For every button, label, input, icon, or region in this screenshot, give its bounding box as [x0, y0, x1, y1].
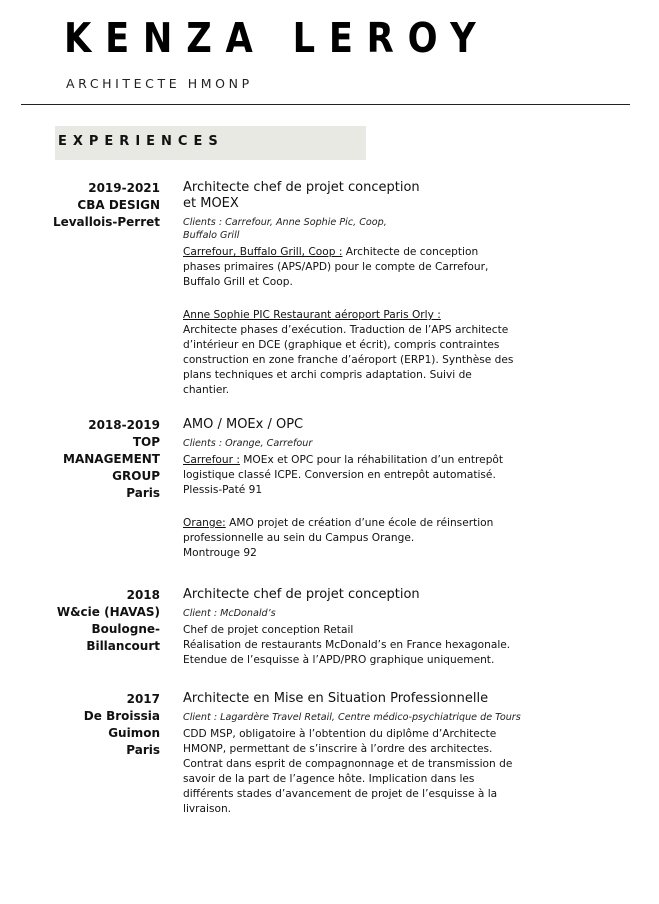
company-name-line: Guimon: [108, 726, 160, 740]
description-text: savoir de la part de l’agence hôte. Implication dans les: [183, 773, 475, 785]
clients-text: Client : McDonald’s: [183, 608, 276, 619]
description-paragraph: [183, 516, 553, 561]
description-text: CDD MSP, obligatoire à l’obtention du diplôme d’Architecte: [183, 728, 497, 740]
description-text: logistique classé ICPE. Conversion en entrepôt automatisé.: [183, 469, 496, 481]
experience-body: [183, 417, 553, 561]
job-title: ARCHITECTE HMONP: [66, 76, 253, 91]
description-line: [183, 638, 553, 653]
description-line: [183, 623, 553, 638]
experience-meta: [30, 691, 160, 759]
description-text: professionnelle au sein du Campus Orange.: [183, 532, 415, 544]
description-line: [183, 727, 553, 742]
clients-text: Client : Lagardère Travel Retail, Centre médico-psychiatrique de Tours: [183, 712, 521, 723]
description-line: [183, 546, 553, 561]
description-text: AMO projet de création d’une école de réinsertion: [225, 517, 494, 529]
description-text: Contrat dans esprit de compagnonnage et de transmission de: [183, 758, 513, 770]
description-line: [183, 323, 553, 338]
clients-line: [183, 216, 553, 242]
description-text: plans techniques et archi compris adaptation. Suivi de: [183, 369, 472, 381]
resume-name: KENZA LEROY: [64, 14, 490, 62]
description-line: [183, 772, 553, 787]
description-text: HMONP, permettant de s’inscrire à l’ordre des architectes.: [183, 743, 493, 755]
experience-years: 2019-2021: [88, 181, 160, 195]
description-line: [183, 338, 553, 353]
description-line: [183, 308, 553, 323]
description-line: [183, 757, 553, 772]
paragraph-gap: [183, 290, 553, 305]
header-divider: [21, 104, 630, 105]
description-paragraph: [183, 623, 553, 668]
description-paragraph: [183, 308, 553, 398]
description-text: chantier.: [183, 384, 230, 396]
description-text: Plessis-Paté 91: [183, 484, 263, 496]
description-paragraph: [183, 727, 553, 817]
paragraph-gap: [183, 498, 553, 513]
experience-body: [183, 180, 553, 398]
description-line: [183, 353, 553, 368]
description-line: [183, 483, 553, 498]
company-name-line: TOP: [132, 435, 160, 449]
company-name-line: MANAGEMENT: [63, 452, 160, 466]
experience-years: 2018-2019: [88, 418, 160, 432]
description-line: [183, 368, 553, 383]
position-title: AMO / MOEx / OPC: [183, 417, 304, 432]
company-location: Levallois-Perret: [52, 215, 160, 229]
clients-line: [183, 711, 553, 724]
section-title: EXPERIENCES: [58, 134, 224, 149]
experience-meta: [30, 180, 160, 231]
company-location: Billancourt: [86, 639, 160, 653]
client-label: Anne Sophie PIC Restaurant aéroport Paris Orly :: [183, 309, 441, 321]
position-title: Architecte chef de projet conception: [183, 180, 420, 195]
description-text: Chef de projet conception Retail: [183, 624, 354, 636]
company-name-line: GROUP: [112, 469, 160, 483]
experience-meta: [30, 417, 160, 502]
experience-years: 2017: [126, 692, 160, 706]
description-line: [183, 383, 553, 398]
company-name-line: De Broissia: [83, 709, 160, 723]
description-text: construction en zone franche d’aéroport (ERP1). Synthèse des: [183, 354, 514, 366]
description-line: [183, 516, 553, 531]
description-text: Architecte phases d’exécution. Traduction de l’APS architecte: [183, 324, 509, 336]
company-location: Boulogne-: [91, 622, 160, 636]
description-line: [183, 653, 553, 668]
description-line: [183, 453, 553, 468]
clients-text: Clients : Carrefour, Anne Sophie Pic, Coop,: [183, 217, 387, 228]
description-text: différents stades d’avancement de projet de l’esquisse à la: [183, 788, 498, 800]
description-line: [183, 531, 553, 546]
description-line: [183, 787, 553, 802]
client-label: Orange:: [183, 517, 226, 529]
description-paragraph: [183, 245, 553, 290]
description-line: [183, 802, 553, 817]
description-text: Montrouge 92: [183, 547, 257, 559]
clients-text: Clients : Orange, Carrefour: [183, 438, 313, 449]
experience-body: [183, 587, 553, 668]
experience-years: 2018: [126, 588, 160, 602]
description-paragraph: [183, 453, 553, 498]
company-location: Paris: [126, 743, 160, 757]
position-title: Architecte chef de projet conception: [183, 587, 420, 602]
description-line: [183, 275, 553, 290]
clients-line: [183, 437, 553, 450]
description-text: Réalisation de restaurants McDonald’s en France hexagonale.: [183, 639, 511, 651]
description-text: MOEx et OPC pour la réhabilitation d’un entrepôt: [239, 454, 504, 466]
experience-meta: [30, 587, 160, 655]
description-line: [183, 245, 553, 260]
description-text: Etendue de l’esquisse à l’APD/PRO graphique uniquement.: [183, 654, 495, 666]
position-title: et MOEX: [183, 196, 239, 211]
experience-body: [183, 691, 553, 817]
company-name-line: CBA DESIGN: [77, 198, 160, 212]
company-name-line: W&cie (HAVAS): [56, 605, 160, 619]
position-title: Architecte en Mise en Situation Professionnelle: [183, 691, 489, 706]
description-text: d’intérieur en DCE (graphique et écrit), compris contraintes: [183, 339, 500, 351]
section-header: [55, 126, 366, 160]
clients-text: Buffalo Grill: [183, 230, 240, 241]
description-text: phases primaires (APS/APD) pour le compte de Carrefour,: [183, 261, 489, 273]
company-location: Paris: [126, 486, 160, 500]
client-label: Carrefour, Buffalo Grill, Coop :: [183, 246, 343, 258]
description-line: [183, 468, 553, 483]
clients-line: [183, 607, 553, 620]
client-label: Carrefour :: [183, 454, 240, 466]
description-text: Architecte de conception: [342, 246, 479, 258]
description-text: Buffalo Grill et Coop.: [183, 276, 293, 288]
description-text: livraison.: [183, 803, 232, 815]
description-line: [183, 260, 553, 275]
description-line: [183, 742, 553, 757]
